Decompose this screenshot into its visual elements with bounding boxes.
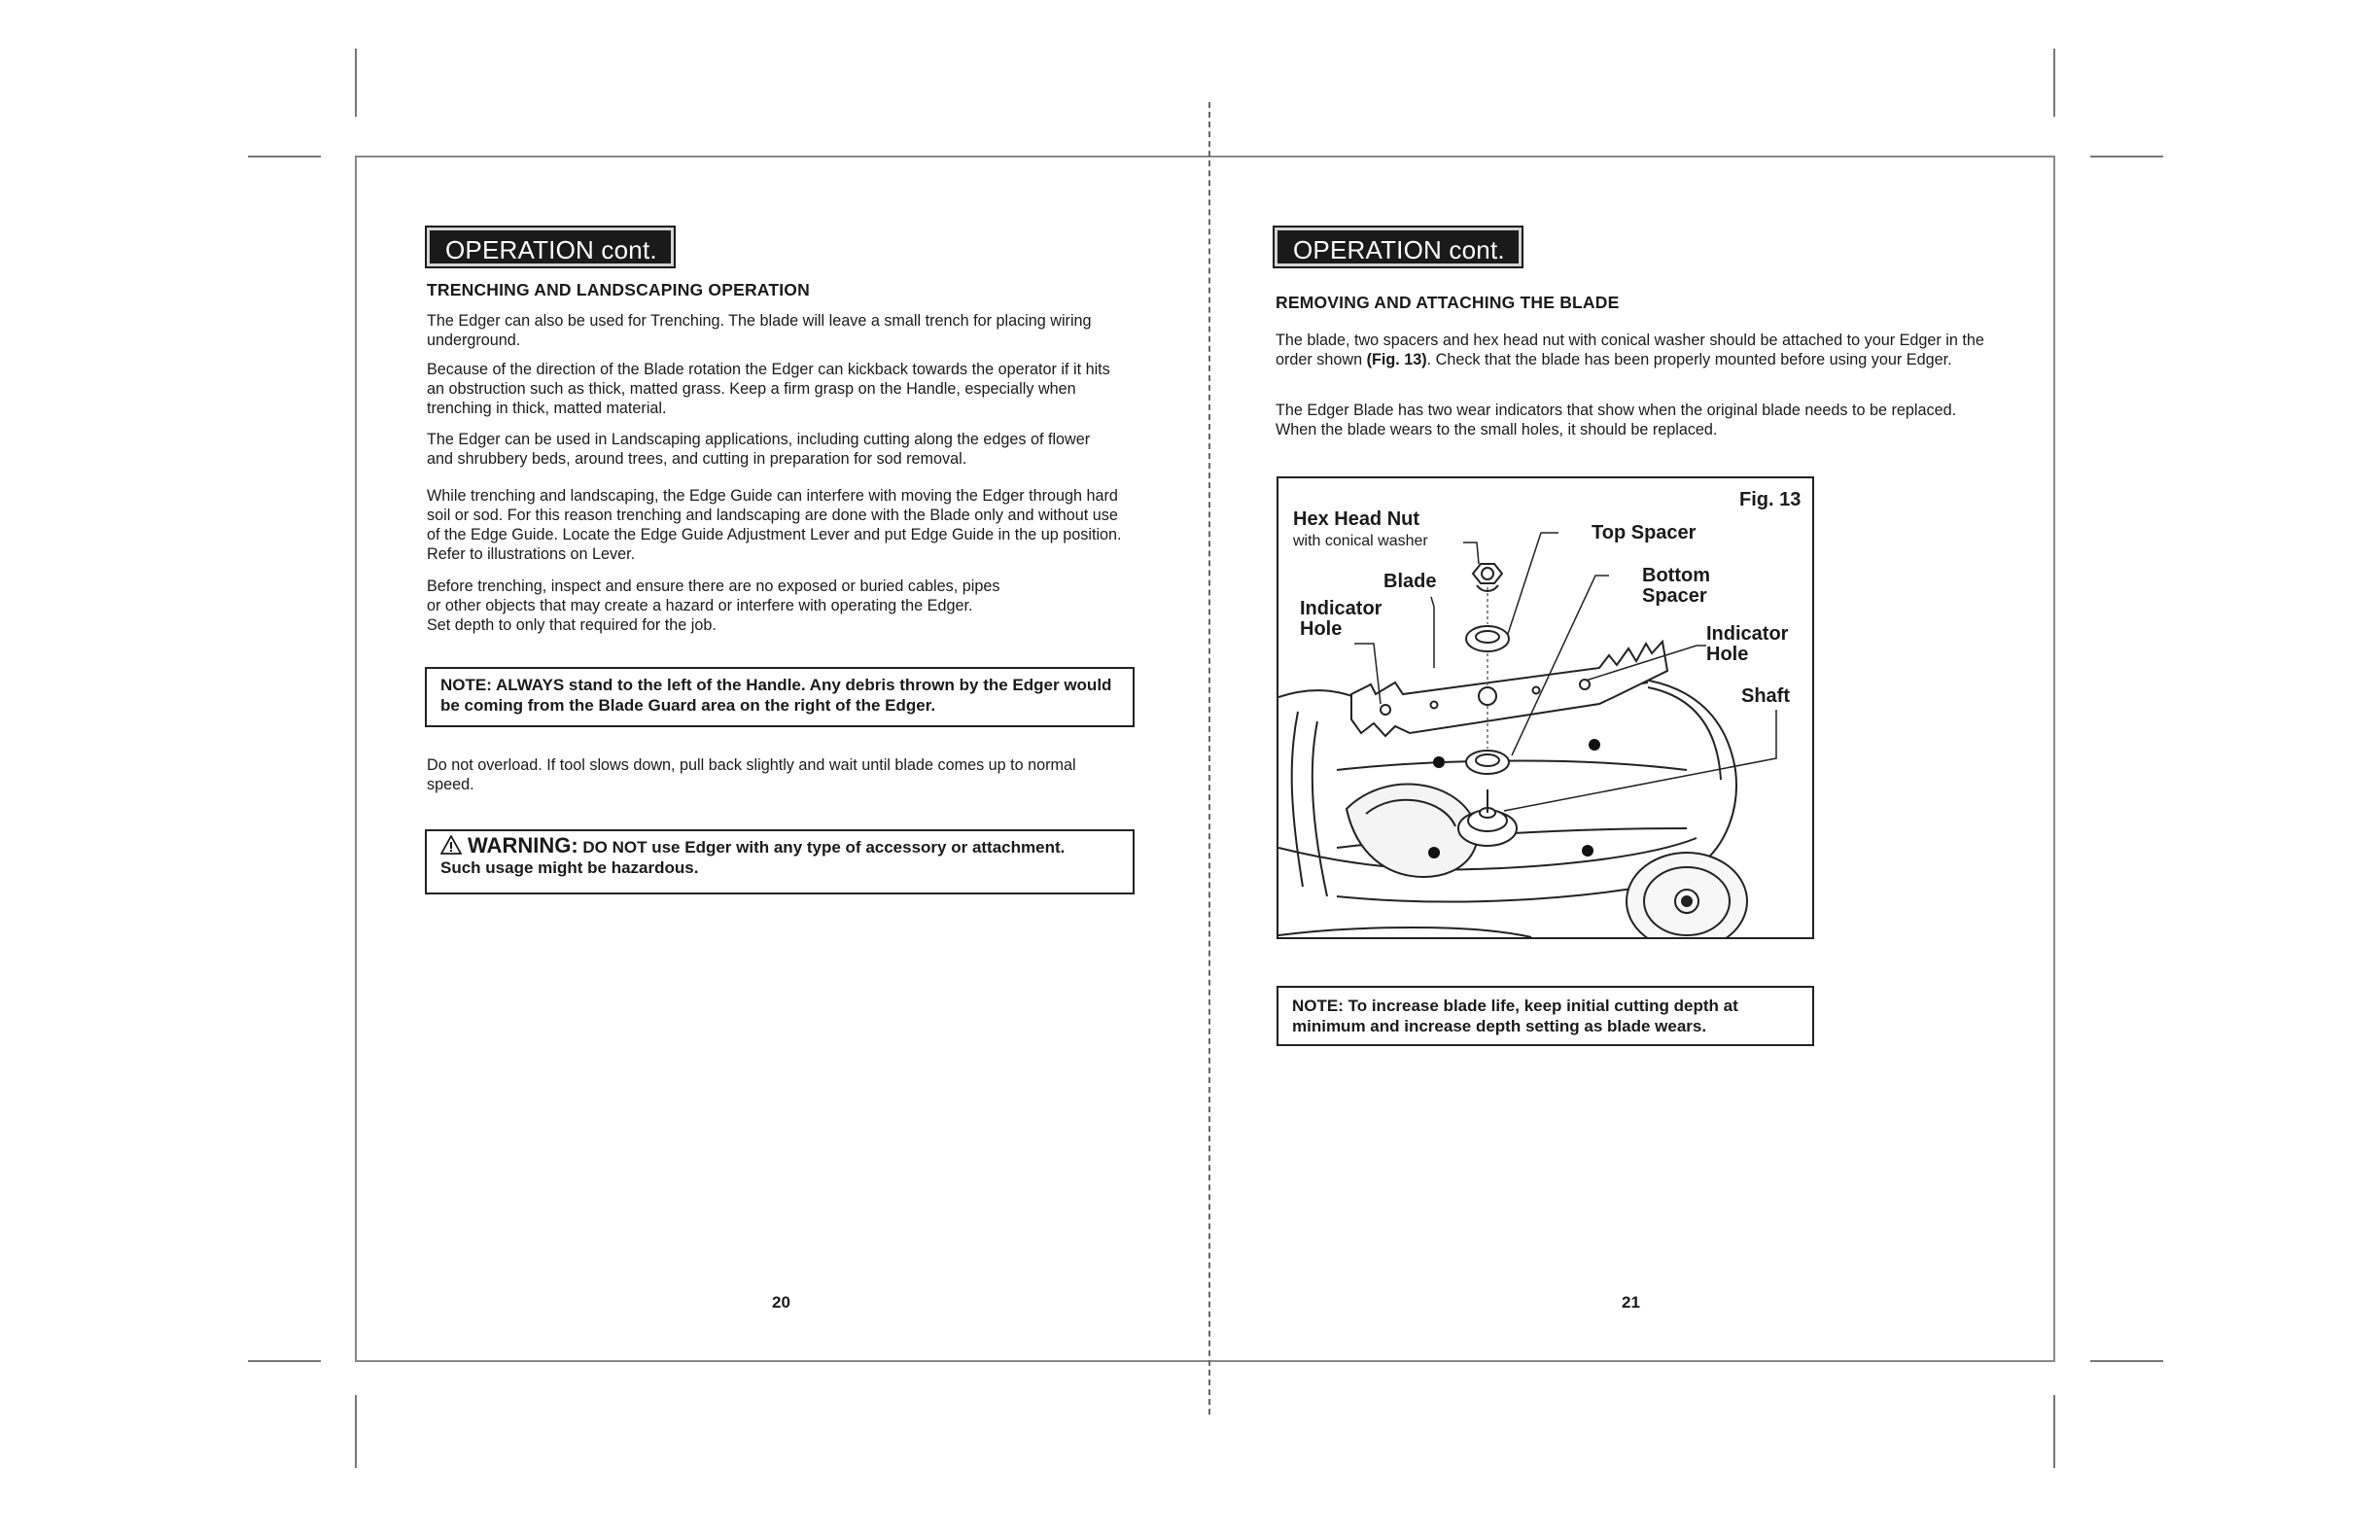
note-box: [1277, 986, 1814, 1046]
warning-triangle-icon: [440, 835, 462, 855]
crop-mark: [2090, 156, 2163, 158]
hex-head-nut-label: Hex Head Nut: [1293, 508, 1420, 530]
crop-mark: [355, 1395, 357, 1468]
warning-line: [440, 835, 1119, 858]
paragraph-line: Set depth to only that required for the job.: [427, 616, 717, 634]
warning-box: [425, 829, 1135, 894]
page-number: 20: [772, 1293, 790, 1312]
bottom-spacer-line: Spacer: [1642, 585, 1707, 607]
shaft-label: Shaft: [1741, 685, 1790, 707]
indicator-hole-label-left: [1300, 599, 1382, 640]
section-band: OPERATION cont.: [427, 228, 674, 266]
crop-mark: [248, 1360, 321, 1362]
bottom-spacer-line: Bottom: [1642, 565, 1710, 586]
paragraph: While trenching and landscaping, the Edge Guide can interfere with moving the Edger through hard soil or sod. For this reason trenching and landscaping are done with the Blade only and without use of the Edge Guide. Locate the Edge Guide Adjustment Lever and put Edge Guide in the up position. Refer to illustrations on Lever.: [427, 487, 1122, 563]
crop-mark: [2053, 1395, 2055, 1468]
crop-mark: [2053, 49, 2055, 117]
top-spacer-label: Top Spacer: [1592, 522, 1697, 543]
indicator-hole-label-right: [1706, 624, 1788, 665]
figure-13: [1277, 476, 1814, 939]
section-heading: REMOVING AND ATTACHING THE BLADE: [1276, 293, 1620, 312]
blade-label: Blade: [1383, 571, 1437, 592]
paragraph: The Edger can also be used for Trenching. The blade will leave a small trench for placing wiring underground.: [427, 312, 1092, 349]
section-band: OPERATION cont.: [1275, 228, 1522, 266]
page-21: [1210, 156, 2055, 1362]
paragraph: Do not overload. If tool slows down, pull back slightly and wait until blade comes up to normal speed.: [427, 756, 1076, 793]
indicator-hole-line: Indicator: [1706, 623, 1789, 645]
warning-text: DO NOT use Edger with any type of accessory or attachment.: [582, 838, 1066, 857]
paragraph: [427, 577, 1132, 635]
figure-reference: (Fig. 13): [1366, 351, 1427, 368]
page-20: [355, 156, 1207, 1362]
paragraph: [1276, 331, 1990, 369]
indicator-hole-line: Indicator: [1300, 598, 1382, 619]
bottom-spacer-label: [1642, 566, 1710, 607]
paragraph: The Edger Blade has two wear indicators that show when the original blade needs to be replaced. When the blade wears to the small holes, it should be replaced.: [1276, 402, 1957, 438]
warning-line-2: Such usage might be hazardous.: [440, 858, 699, 877]
warning-word: WARNING:: [468, 833, 578, 858]
note-text: NOTE: To increase blade life, keep initial cutting depth at minimum and increase depth setting as blade wears.: [1292, 997, 1738, 1035]
paragraph-text: The blade, two spacers and hex head nut with conical washer should be attached to your Edger in the order shown: [1276, 332, 1984, 368]
note-text: NOTE: ALWAYS stand to the left of the Handle. Any debris thrown by the Edger would be coming from the Blade Guard area on the right of the Edger.: [440, 676, 1112, 715]
figure-caption: Fig. 13: [1739, 489, 1802, 510]
crop-mark: [248, 156, 321, 158]
paragraph-text: . Check that the blade has been properly mounted before using your Edger.: [1426, 351, 1952, 368]
crop-mark: [355, 49, 357, 117]
hex-head-nut-sublabel: with conical washer: [1293, 533, 1428, 549]
page-number: 21: [1622, 1293, 1640, 1312]
crop-mark: [2090, 1360, 2163, 1362]
paragraph-line: or other objects that may create a hazard or interfere with operating the Edger.: [427, 597, 973, 614]
paragraph-line: Before trenching, inspect and ensure there are no exposed or buried cables, pipes: [427, 578, 1000, 595]
indicator-hole-line: Hole: [1706, 644, 1749, 665]
indicator-hole-line: Hole: [1300, 618, 1343, 640]
paragraph: The Edger can be used in Landscaping applications, including cutting along the edges of flower and shrubbery beds, around trees, and cutting in preparation for sod removal.: [427, 431, 1091, 468]
section-heading: TRENCHING AND LANDSCAPING OPERATION: [427, 280, 810, 299]
paragraph: Because of the direction of the Blade rotation the Edger can kickback towards the operator if it hits an obstruction such as thick, matted grass. Keep a firm grasp on the Handle, especially when trenching in thick, matted material.: [427, 361, 1110, 417]
note-box: [425, 667, 1135, 727]
